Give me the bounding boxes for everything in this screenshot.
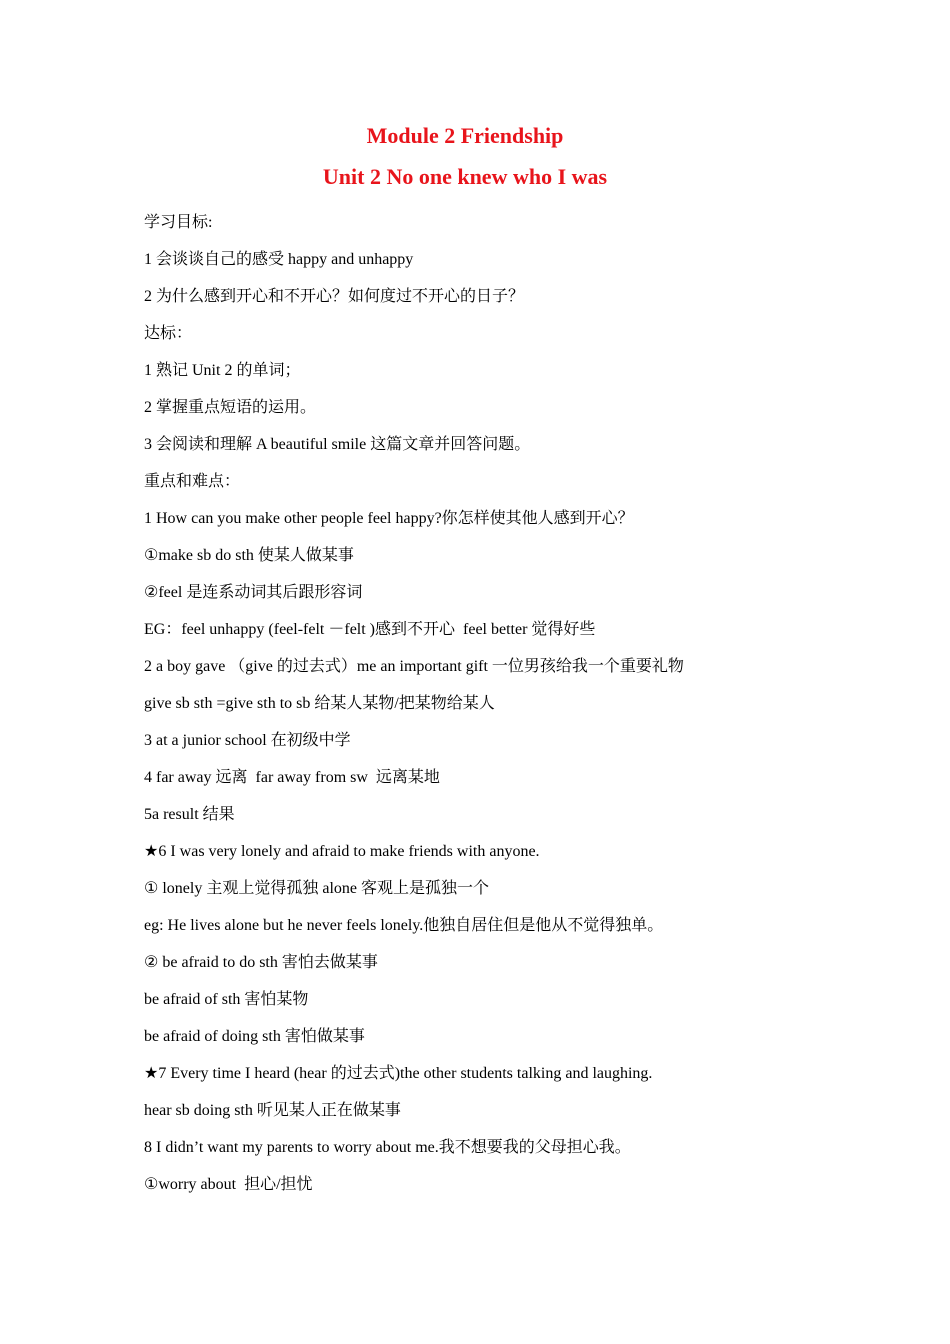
text-line: ①make sb do sth 使某人做某事 [144,547,354,564]
unit-title: Unit 2 No one knew who I was [322,164,608,189]
document-body [144,204,904,1203]
text-line: 4 far away 远离 far away from sw 远离某地 [144,769,440,786]
text-line: ① lonely 主观上觉得孤独 alone 客观上是孤独一个 [144,880,489,897]
text-line: ①worry about 担心/担忧 [144,1176,313,1193]
text-line: be afraid of sth 害怕某物 [144,991,309,1008]
text-line: 8 I didn’t want my parents to worry about me.我不想要我的父母担心我。 [144,1139,631,1156]
text-line: ★7 Every time I heard (hear 的过去式)the other students talking and laughing. [144,1065,653,1082]
text-line: eg: He lives alone but he never feels lonely.他独自居住但是他从不觉得独单。 [144,917,664,934]
text-line: 达标： [144,325,193,342]
text-line: ②feel 是连系动词其后跟形容词 [144,584,363,601]
text-line: 1 How can you make other people feel happy?你怎样使其他人感到开心？ [144,510,634,527]
module-title: Module 2 Friendship [366,123,564,148]
text-line: 2 掌握重点短语的运用。 [144,399,317,416]
text-line: 5a result 结果 [144,806,235,823]
text-line: 重点和难点： [144,473,241,490]
text-line: 学习目标: [144,214,213,231]
text-line: 3 会阅读和理解 A beautiful smile 这篇文章并回答问题。 [144,436,531,453]
text-line: give sb sth =give sth to sb 给某人某物/把某物给某人 [144,695,495,712]
text-line: 2 a boy gave （give 的过去式）me an important gift 一位男孩给我一个重要礼物 [144,658,684,675]
text-line: 1 会谈谈自己的感受 happy and unhappy [144,251,414,268]
text-line: hear sb doing sth 听见某人正在做某事 [144,1102,401,1119]
text-line: ② be afraid to do sth 害怕去做某事 [144,954,378,971]
text-line: be afraid of doing sth 害怕做某事 [144,1028,365,1045]
text-line: 2 为什么感到开心和不开心？如何度过不开心的日子？ [144,288,525,305]
text-line: ★6 I was very lonely and afraid to make friends with anyone. [144,843,540,860]
text-line: 3 at a junior school 在初级中学 [144,732,351,749]
text-line: 1 熟记 Unit 2 的单词； [144,362,301,379]
text-line: EG：feel unhappy (feel-felt －felt )感到不开心 feel better 觉得好些 [144,621,596,638]
